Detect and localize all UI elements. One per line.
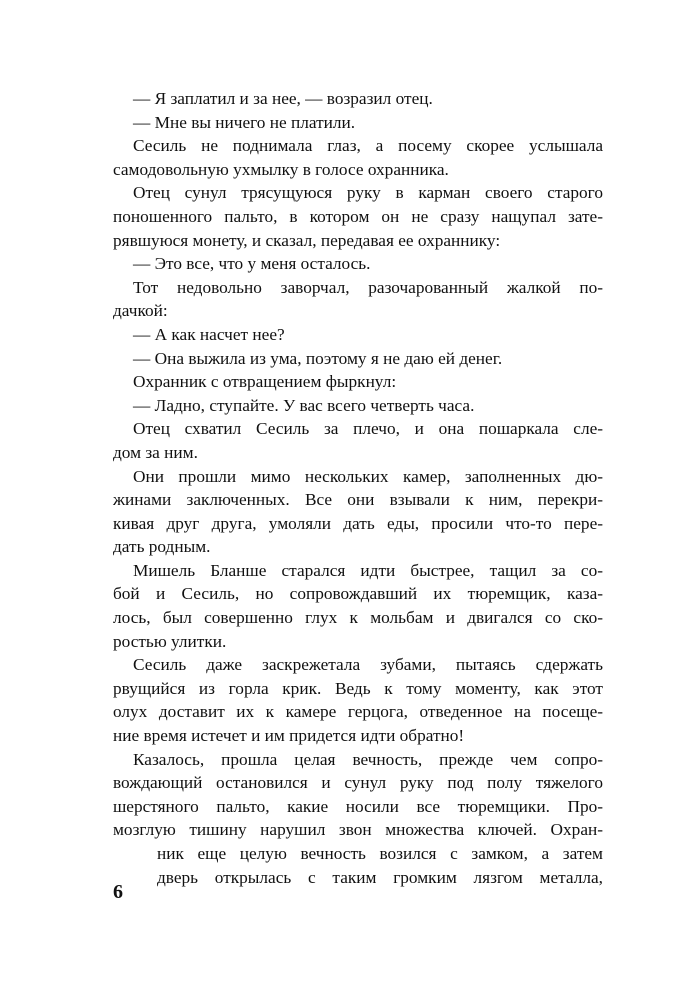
text-line: — А как насчет нее?	[133, 324, 285, 344]
text-line: поношенного пальто, в котором он не сразу нащупал зате-	[113, 206, 603, 226]
text-line: — Я заплатил и за нее, — возразил отец.	[133, 89, 433, 108]
text-line: бой и Сесиль, но сопровождавший их тюремщик, каза-	[113, 584, 603, 604]
text-line: ник еще целую вечность возился с замком, а затем	[157, 844, 603, 863]
text-line: рвущийся из горла крик. Ведь к тому моменту, как этот	[113, 678, 603, 698]
text-line: дом за ним.	[113, 442, 198, 462]
text-lines-tail	[113, 842, 603, 889]
text-line: дать родным.	[113, 537, 211, 557]
text-line: лось, был совершенно глух к мольбам и двигался со ско-	[113, 608, 603, 628]
text-line: Сесиль даже заскрежетала зубами, пытаясь сдержать	[133, 655, 603, 675]
text-line: — Она выжила из ума, поэтому я не даю ей денег.	[133, 348, 503, 368]
text-line: жинами заключенных. Все они взывали к ним, перекри-	[113, 490, 603, 510]
text-line: Тот недовольно заворчал, разочарованный жалкой по-	[133, 277, 603, 297]
text-line: — Мне вы ничего не платили.	[133, 112, 356, 132]
text-line: Охранник с отвращением фыркнул:	[133, 372, 397, 392]
text-line: ростью улитки.	[113, 631, 227, 651]
page-number: 6	[113, 881, 123, 903]
text-line: олух доставит их к камере герцога, отведенное на посеще-	[113, 702, 603, 722]
text-line: шерстяного пальто, какие носили все тюремщики. Про-	[113, 796, 603, 816]
text-line: Казалось, прошла целая вечность, прежде чем сопро-	[133, 749, 603, 769]
text-line: кивая друг друга, умоляли дать еды, просили что-то пере-	[113, 513, 603, 533]
text-line: самодовольную ухмылку в голосе охранника.	[113, 159, 449, 179]
text-line: рявшуюся монету, и сказал, передавая ее охраннику:	[113, 230, 501, 250]
text-line: Отец сунул трясущуюся руку в карман своего старого	[133, 183, 603, 203]
text-line: Они прошли мимо нескольких камер, заполненных дю-	[133, 466, 603, 486]
text-line: Отец схватил Сесиль за плечо, и она пошаркала сле-	[133, 419, 603, 439]
text-line: ние время истечет и им придется идти обратно!	[113, 726, 465, 746]
text-line: дверь открылась с таким громким лязгом металла,	[157, 867, 603, 887]
text-line: — Это все, что у меня осталось.	[133, 254, 371, 274]
text-line: вождающий остановился и сунул руку под полу тяжелого	[113, 773, 603, 793]
text-line: мозглую тишину нарушил звон множества ключей. Охран-	[113, 820, 603, 840]
body-text	[113, 87, 603, 889]
text-line: дачкой:	[113, 301, 168, 321]
text-line: Сесиль не поднимала глаз, а посему скорее услышала	[133, 136, 603, 156]
text-line: — Ладно, ступайте. У вас всего четверть часа.	[133, 395, 475, 415]
text-line: Мишель Бланше старался идти быстрее, тащил за со-	[133, 560, 603, 580]
text-lines	[113, 87, 603, 842]
